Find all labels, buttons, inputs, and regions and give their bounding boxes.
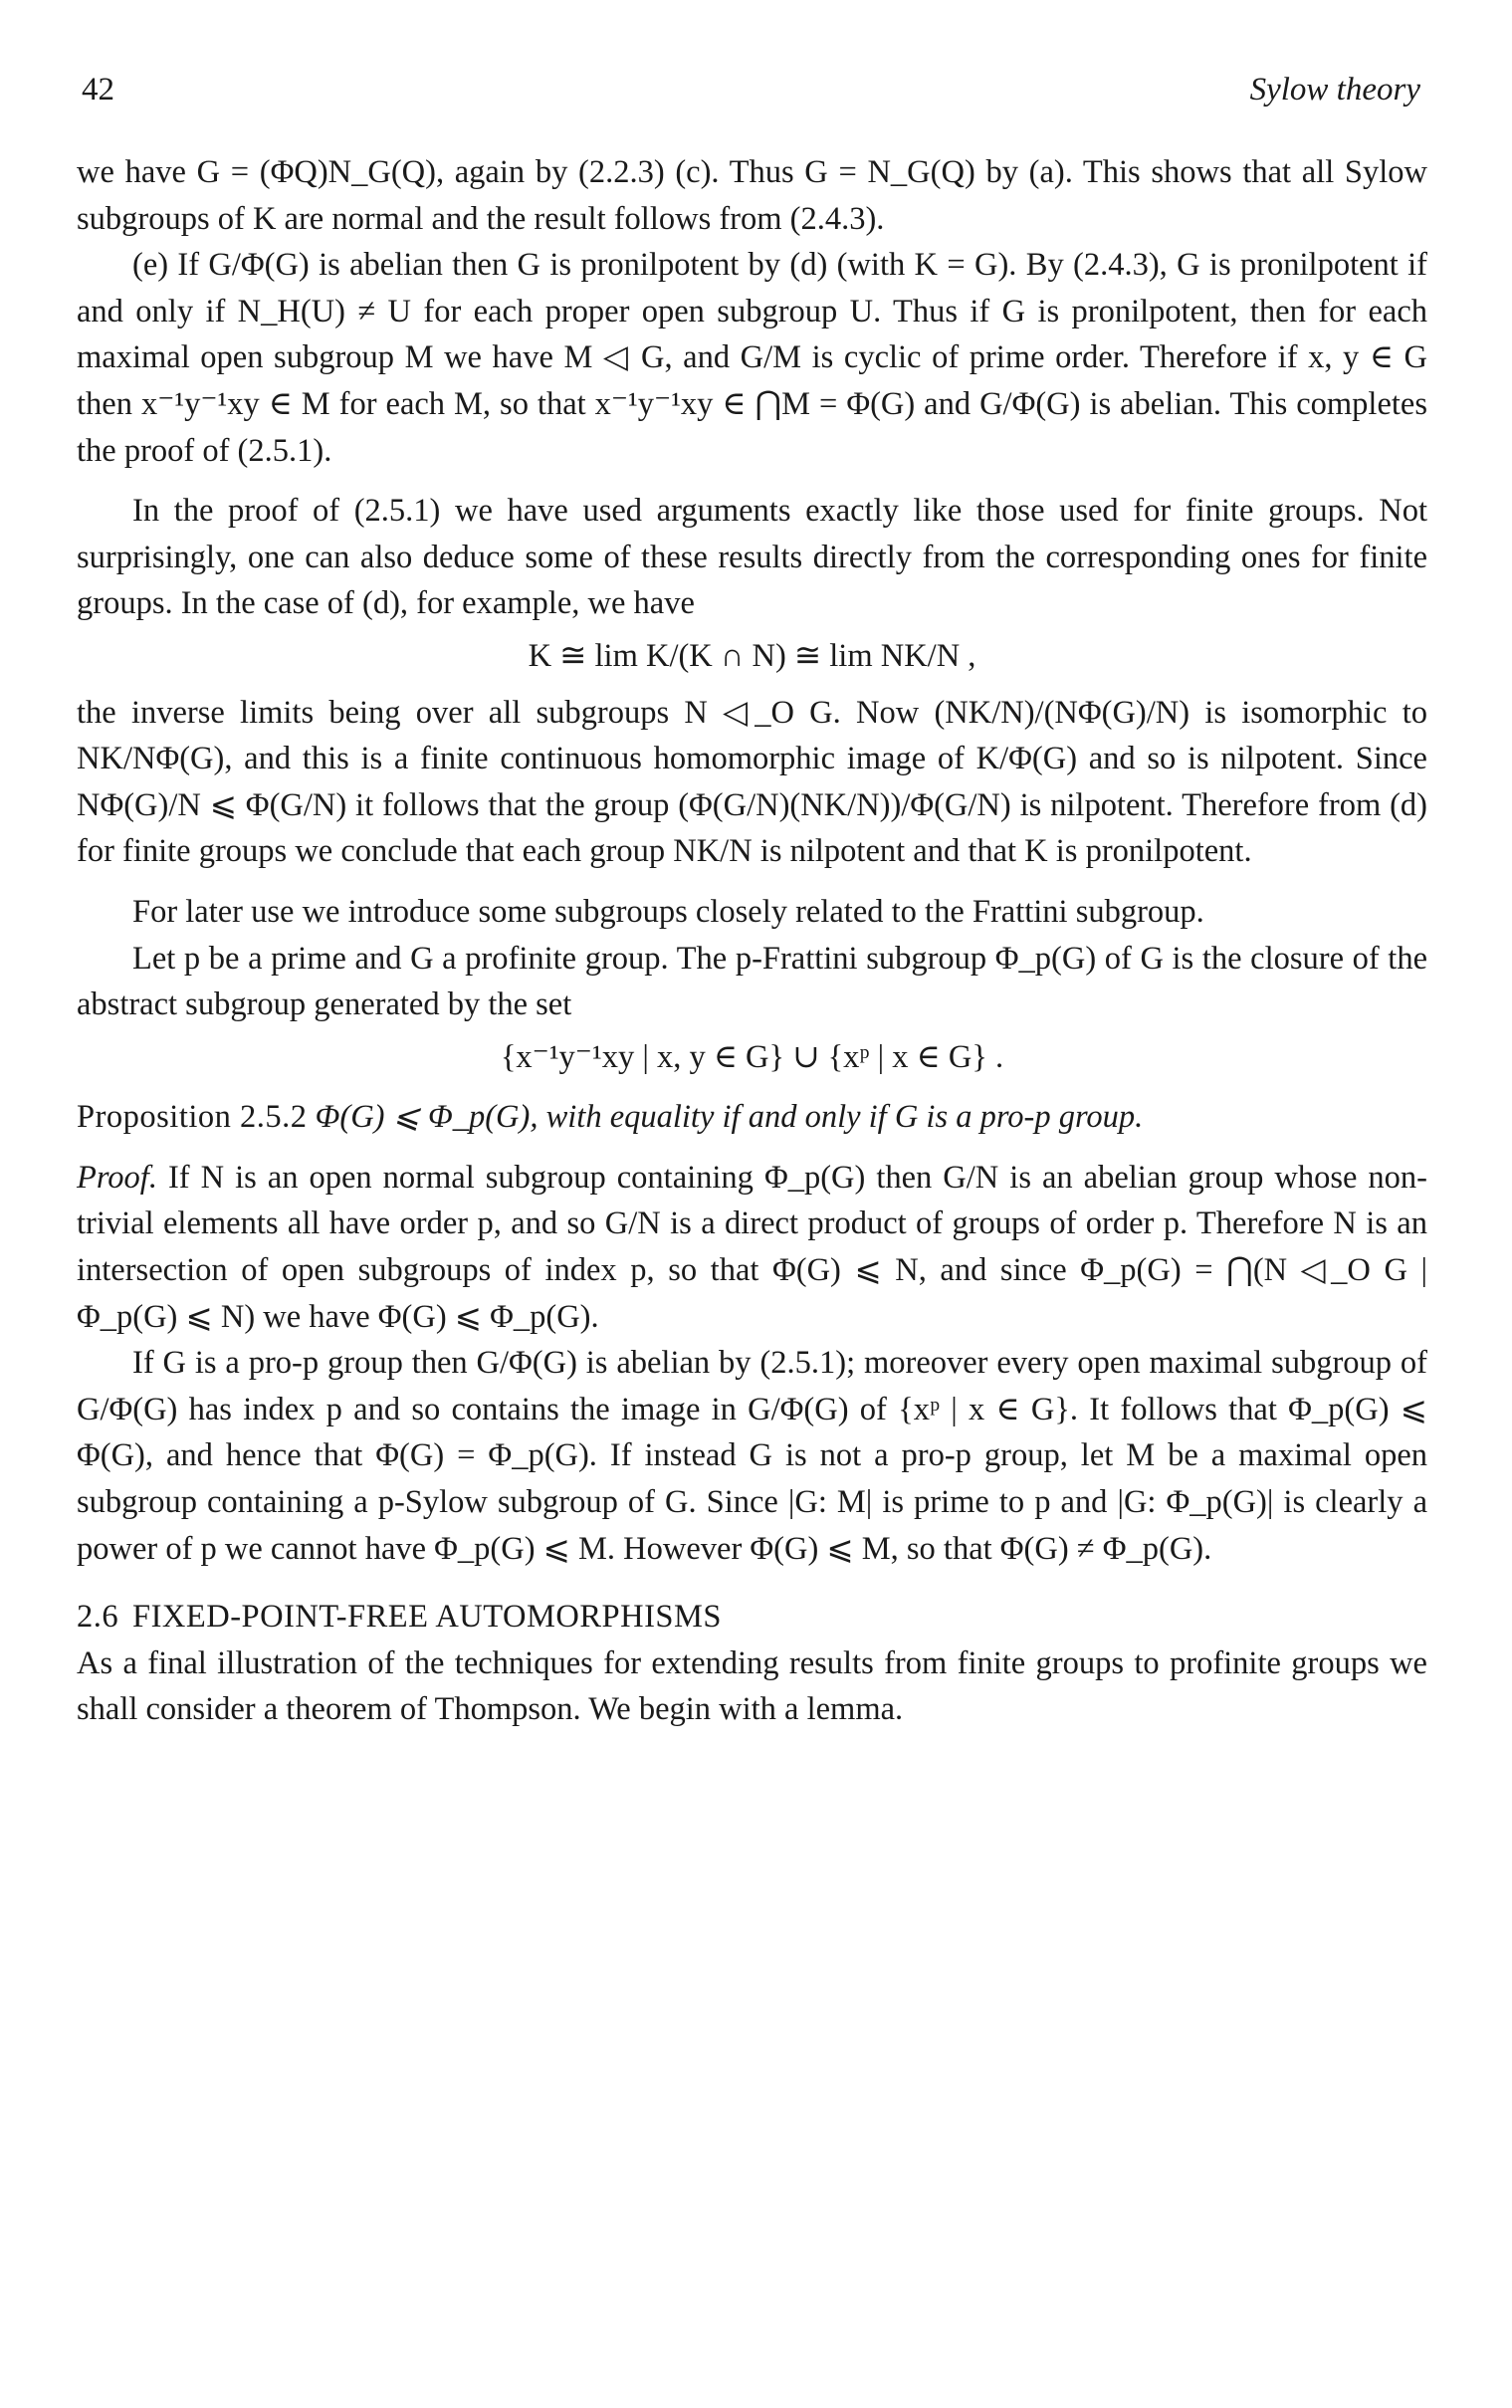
proof-paragraph-2: If G is a pro-p group then G/Φ(G) is abelian by (2.5.1); moreover every open maximal subgroup of G/Φ(G) has index p and so contains the image in G/Φ(G) of {xᵖ | x ∈ G}. It follows that Φ_p(G) ⩽ Φ(G), and hence that Φ(G) = Φ_p(G). If instead G is not a pro-p group, let M be a maximal open subgroup containing a p-Sylow subgroup of G. Since |G: M| is prime to p and |G: Φ_p(G)| is clearly a power of p we cannot have Φ_p(G) ⩽ M. However Φ(G) ⩽ M, so that Φ(G) ≠ Φ_p(G). — [77, 1345, 1427, 1567]
paragraph-section-intro: As a final illustration of the techniques for extending results from finite groups to profinite groups we shall consider a theorem of Thompson. We begin with a lemma. — [77, 1644, 1427, 1728]
section-number: 2.6 — [77, 1599, 119, 1636]
display-equation-generating-set: {x⁻¹y⁻¹xy | x, y ∈ G} ∪ {xᵖ | x ∈ G} . — [500, 1038, 1004, 1075]
paragraph-later-use: For later use we introduce some subgroups closely related to the Frattini subgroup. — [132, 893, 1204, 930]
proposition-statement: Φ(G) ⩽ Φ_p(G), with equality if and only if G is a pro-p group. — [315, 1099, 1144, 1136]
section-title: FIXED-POINT-FREE AUTOMORPHISMS — [132, 1599, 722, 1636]
proof-text-1: If N is an open normal subgroup containing Φ_p(G) then G/N is an abelian group whose non-trivial elements all have order p, and so G/N is a direct product of groups of order p. Therefore N is an intersection of open subgroups of index p, so that Φ(G) ⩽ N, and since Φ_p(G) = ⋂(N ◁_O G | Φ_p(G) ⩽ N) we have Φ(G) ⩽ Φ_p(G). — [77, 1159, 1427, 1335]
proposition-label: Proposition 2.5.2 — [77, 1099, 308, 1136]
running-title: Sylow theory — [1249, 72, 1420, 108]
paragraph-continuation: we have G = (ΦQ)N_G(Q), again by (2.2.3) (c). Thus G = N_G(Q) by (a). This shows that all Sylow subgroups of K are normal and the result follows from (2.4.3). — [77, 154, 1427, 237]
page-body — [77, 149, 1427, 1733]
page-header — [82, 72, 1420, 111]
display-equation-inverse-limit: K ≅ lim K/(K ∩ N) ≅ lim NK/N , — [528, 637, 976, 674]
page-number: 42 — [82, 72, 114, 108]
section-heading — [77, 1594, 1427, 1641]
paragraph-inverse-limits: the inverse limits being over all subgroups N ◁_O G. Now (NK/N)/(NΦ(G)/N) is isomorphic to NK/NΦ(G), and this is a finite continuous homomorphic image of K/Φ(G) and so is nilpotent. Since NΦ(G)/N ⩽ Φ(G/N) it follows that the group (Φ(G/N)(NK/N))/Φ(G/N) is nilpotent. Therefore from (d) for finite groups we conclude that each group NK/N is nilpotent and that K is pronilpotent. — [77, 694, 1427, 870]
paragraph-p-frattini-definition: Let p be a prime and G a profinite group. The p-Frattini subgroup Φ_p(G) of G is the closure of the abstract subgroup generated by the set — [77, 940, 1427, 1023]
paragraph-case-e: (e) If G/Φ(G) is abelian then G is pronilpotent by (d) (with K = G). By (2.4.3), G is pronilpotent if and only if N_H(U) ≠ U for each proper open subgroup U. Thus if G is pronilpotent, then for each maximal open subgroup M we have M ◁ G, and G/M is cyclic of prime order. Therefore if x, y ∈ G then x⁻¹y⁻¹xy ∈ M for each M, so that x⁻¹y⁻¹xy ∈ ⋂M = Φ(G) and G/Φ(G) is abelian. This completes the proof of (2.5.1). — [77, 247, 1427, 469]
proof-label: Proof. — [77, 1159, 157, 1196]
paragraph-remark: In the proof of (2.5.1) we have used arguments exactly like those used for finite groups. Not surprisingly, one can also deduce some of these results directly from the corresponding ones for finite groups. In the case of (d), for example, we have — [77, 493, 1427, 622]
proof-paragraph-1 — [77, 1155, 1427, 1340]
proposition-2-5-2 — [77, 1094, 1427, 1141]
